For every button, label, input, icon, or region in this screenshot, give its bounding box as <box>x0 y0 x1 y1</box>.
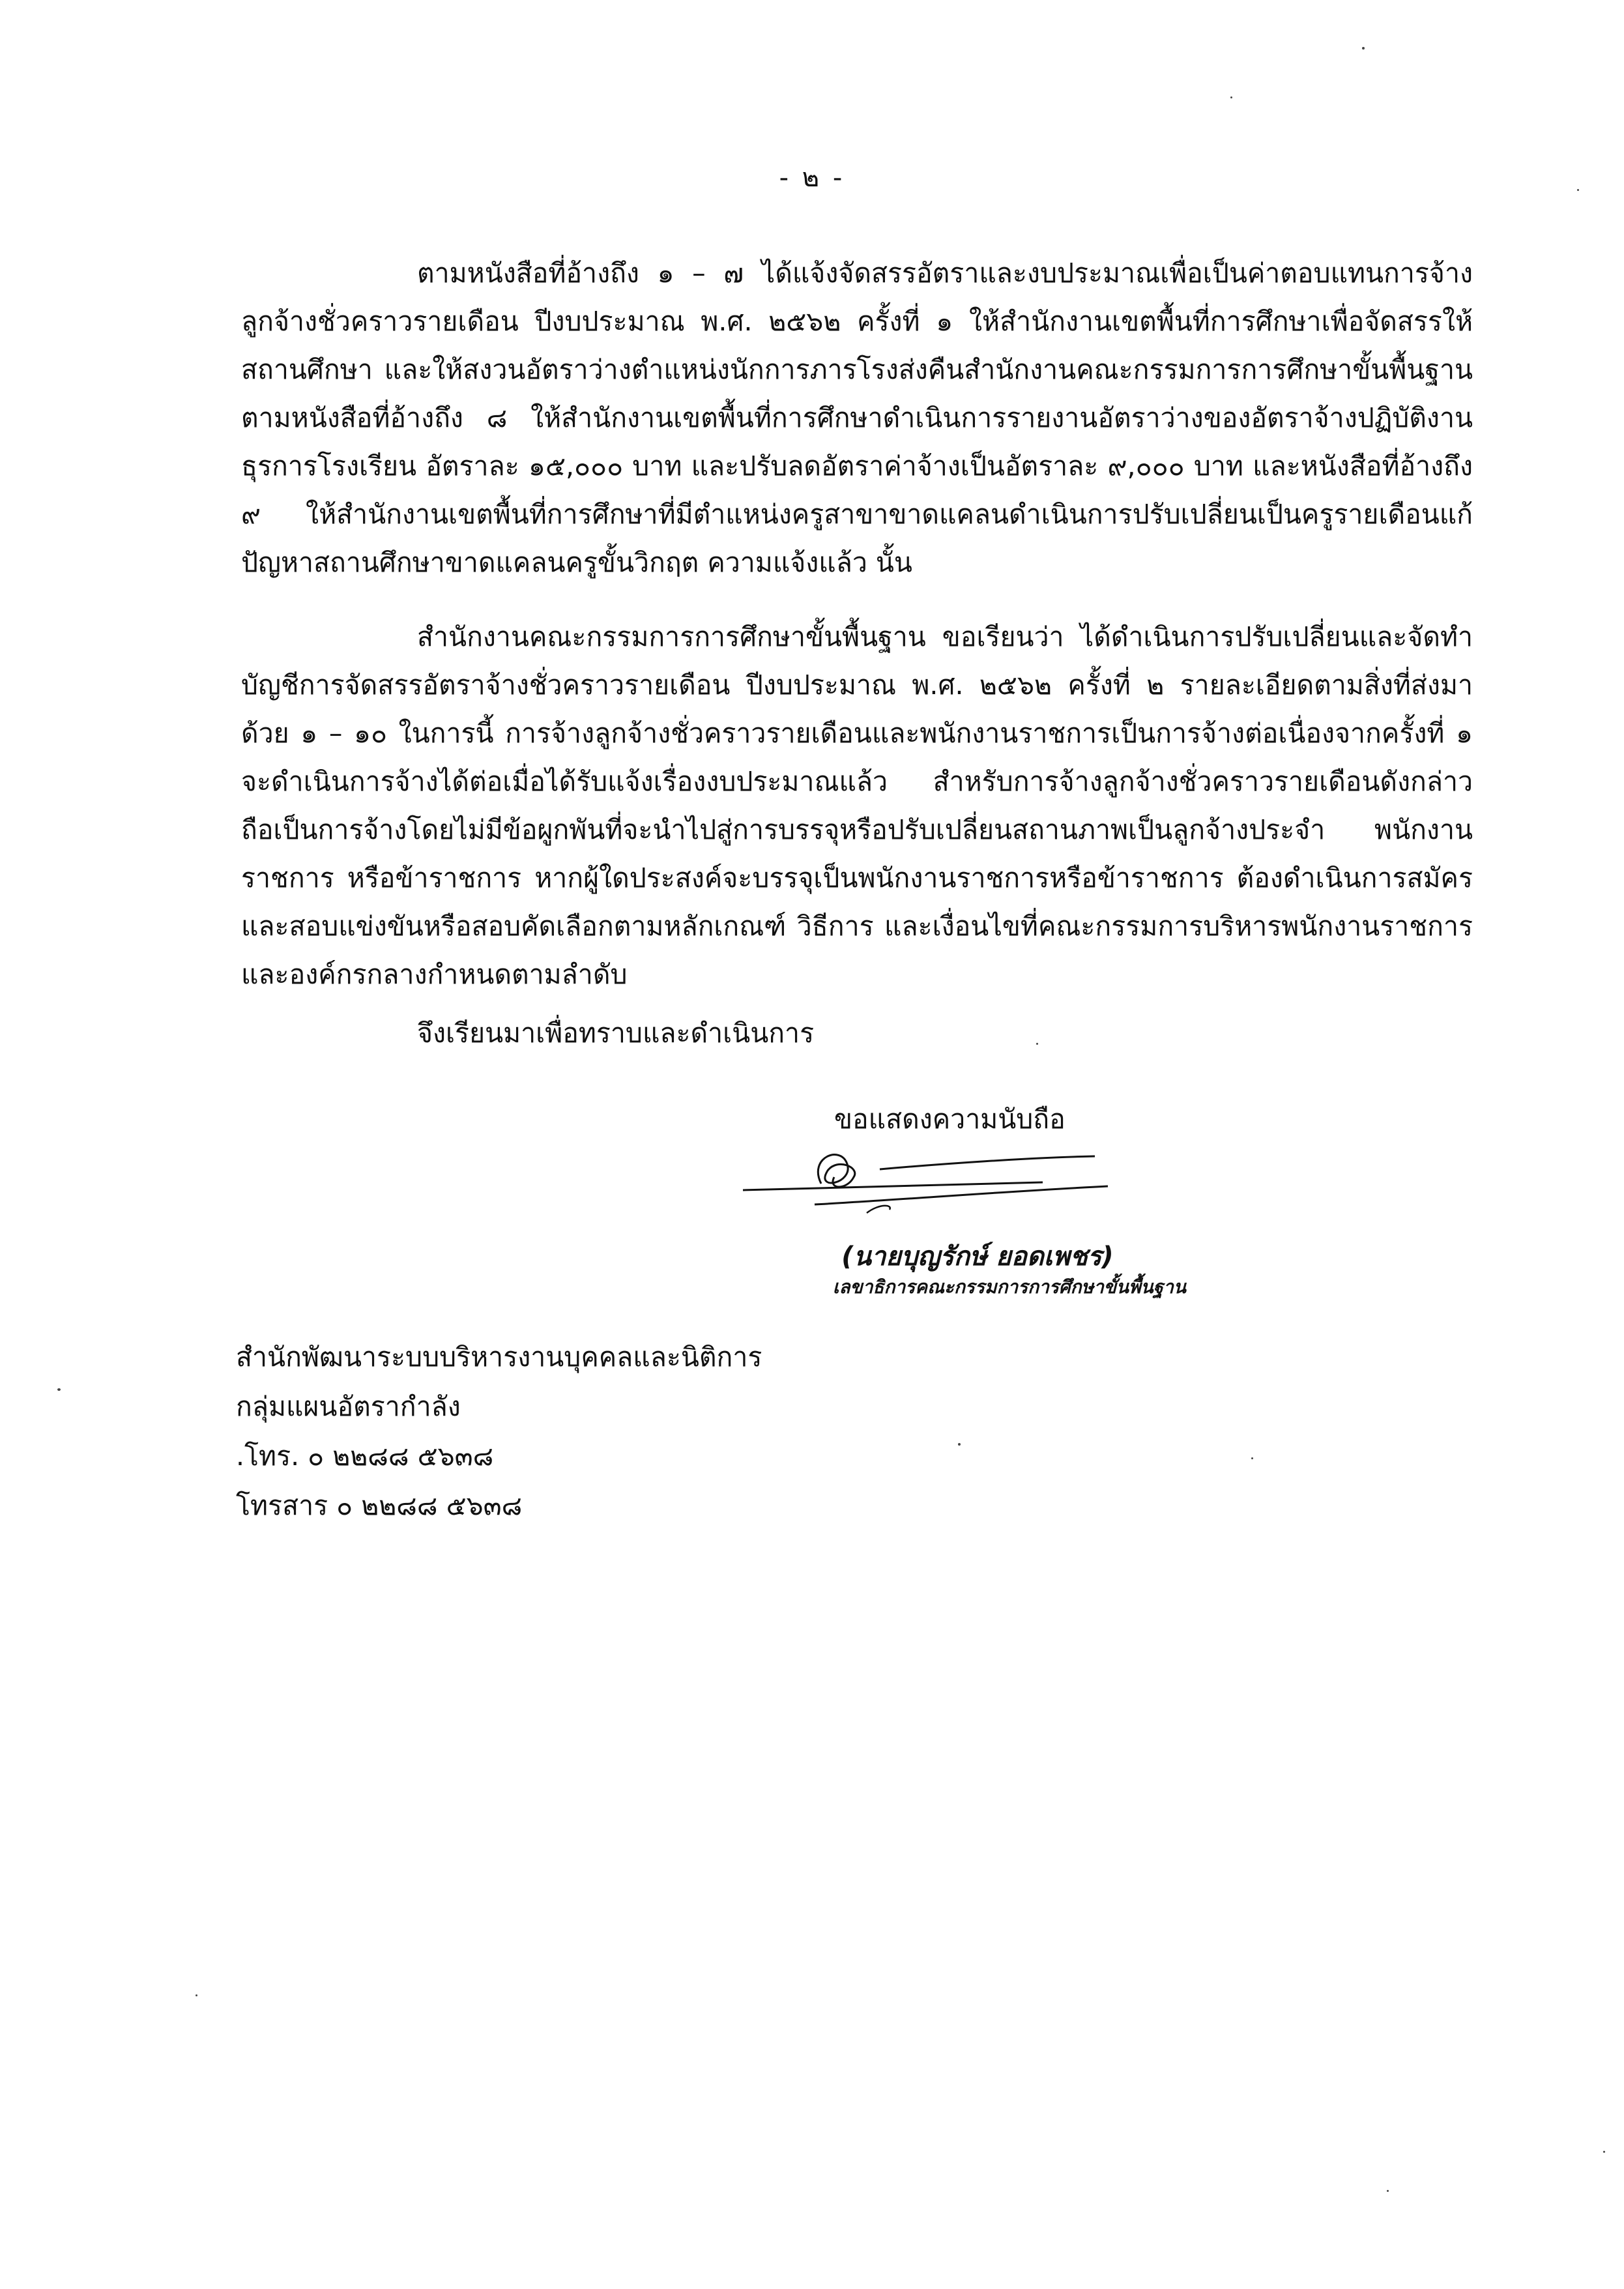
scan-speck <box>1362 47 1365 50</box>
signature-block <box>730 1095 1186 1304</box>
scan-speck <box>1387 2190 1389 2192</box>
office-name: สำนักพัฒนาระบบบริหารงานบุคคลและนิติการ <box>236 1341 762 1373</box>
scan-speck <box>958 1443 961 1446</box>
scan-speck <box>57 1388 61 1391</box>
paragraph-1: ตามหนังสือที่อ้างถึง ๑ – ๗ ได้แจ้งจัดสรรอัตราและงบประมาณเพื่อเป็นค่าตอบแทนการจ้างลูกจ้างชั่วคราวรายเดือน ปีงบประมาณ พ.ศ. ๒๕๖๒ ครั้งที่ ๑ ให้สำนักงานเขตพื้นที่การศึกษาเพื่อจัดสรรให้สถานศึกษา และให้สงวนอัตราว่างตำแหน่งนักการภารโรงส่งคืนสำนักงานคณะกรรมการการศึกษาขั้นพื้นฐาน ตามหนังสือที่อ้างถึง ๘ ให้สำนักงานเขตพื้นที่การศึกษาดำเนินการรายงานอัตราว่างของอัตราจ้างปฏิบัติงานธุรการโรงเรียน อัตราละ ๑๕,๐๐๐ บาท และปรับลดอัตราค่าจ้างเป็นอัตราละ ๙,๐๐๐ บาท และหนังสือที่อ้างถึง ๙ ให้สำนักงานเขตพื้นที่การศึกษาที่มีตำแหน่งครูสาขาขาดแคลนดำเนินการปรับเปลี่ยนเป็นครูรายเดือนแก้ปัญหาสถานศึกษาขาดแคลนครูขั้นวิกฤต ความแจ้งแล้ว นั้น <box>241 257 1473 578</box>
phone-number: .โทร. ๐ ๒๒๘๘ ๕๖๓๘ <box>236 1440 494 1472</box>
scan-speck <box>1577 189 1579 191</box>
closing-sentence: จึงเรียนมาเพื่อทราบและดำเนินการ <box>417 1017 815 1049</box>
paragraph-2: สำนักงานคณะกรรมการการศึกษาขั้นพื้นฐาน ขอเรียนว่า ได้ดำเนินการปรับเปลี่ยนและจัดทำบัญชีการจัดสรรอัตราจ้างชั่วคราวรายเดือน ปีงบประมาณ พ.ศ. ๒๕๖๒ ครั้งที่ ๒ รายละเอียดตามสิ่งที่ส่งมาด้วย ๑ – ๑๐ ในการนี้ การจ้างลูกจ้างชั่วคราวรายเดือนและพนักงานราชการเป็นการจ้างต่อเนื่องจากครั้งที่ ๑ จะดำเนินการจ้างได้ต่อเมื่อได้รับแจ้งเรื่องงบประมาณแล้ว สำหรับการจ้างลูกจ้างชั่วคราวรายเดือนดังกล่าว ถือเป็นการจ้างโดยไม่มีข้อผูกพันที่จะนำไปสู่การบรรจุหรือปรับเปลี่ยนสถานภาพเป็นลูกจ้างประจำ พนักงานราชการ หรือข้าราชการ หากผู้ใดประสงค์จะบรรจุเป็นพนักงานราชการหรือข้าราชการ ต้องดำเนินการสมัครและสอบแข่งขันหรือสอบคัดเลือกตามหลักเกณฑ์ วิธีการ และเงื่อนไขที่คณะกรรมการบริหารพนักงานราชการและองค์กรกลางกำหนดตามลำดับ <box>241 621 1473 990</box>
scan-speck <box>1036 1043 1038 1045</box>
scan-speck <box>1251 1457 1253 1459</box>
fax-number: โทรสาร ๐ ๒๒๘๘ ๕๖๓๘ <box>236 1490 523 1521</box>
scan-speck <box>196 1994 197 1996</box>
signer-name: (นายบุญรักษ์ ยอดเพชร) <box>841 1242 1114 1272</box>
group-name: กลุ่มแผนอัตรากำลัง <box>236 1391 461 1422</box>
scan-speck <box>1230 96 1232 98</box>
complimentary-close: ขอแสดงความนับถือ <box>834 1103 1066 1135</box>
signer-title: เลขาธิการคณะกรรมการการศึกษาขั้นพื้นฐาน <box>832 1276 1186 1298</box>
scan-speck <box>1603 2151 1605 2153</box>
page-number: - ๒ - <box>779 163 845 193</box>
handwritten-signature <box>730 1131 1173 1229</box>
contact-block <box>236 1332 762 1530</box>
